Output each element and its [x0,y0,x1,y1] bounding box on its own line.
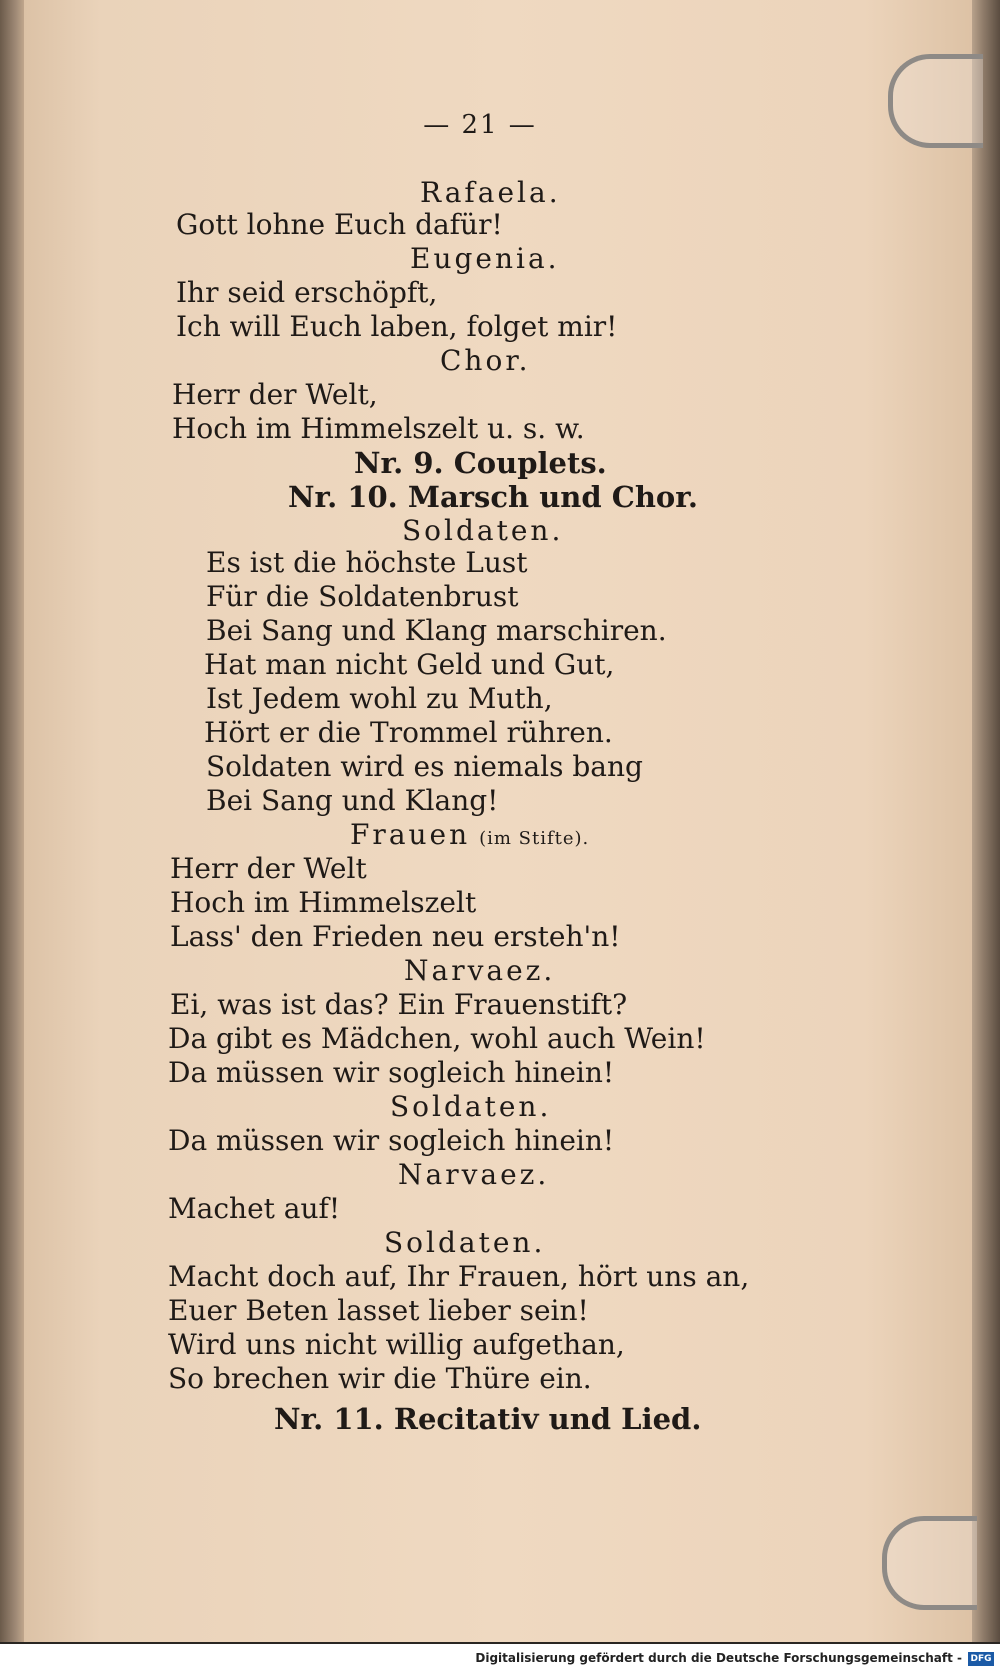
verse-line: Hoch im Himmelszelt u. s. w. [172,412,585,445]
verse-line: Macht doch auf, Ihr Frauen, hört uns an, [168,1260,750,1293]
verse-line: Herr der Welt, [172,378,378,411]
dfg-logo: DFG [968,1652,994,1666]
verse-line: Da gibt es Mädchen, wohl auch Wein! [168,1022,706,1055]
verse-line: Bei Sang und Klang! [206,784,499,817]
verse-line: Bei Sang und Klang marschiren. [206,614,667,647]
book-fore-edge [972,0,1000,1642]
page-clip-bottom [882,1516,977,1610]
verse-line: Ei, was ist das? Ein Frauenstift? [170,988,628,1021]
verse-line: Wird uns nicht willig aufgethan, [168,1328,625,1361]
verse-line: Hört er die Trommel rühren. [204,716,613,749]
section-heading: Nr. 10. Marsch und Chor. [288,480,698,514]
speaker-name: Rafaela. [420,176,561,209]
speaker-name: Chor. [440,344,531,377]
verse-line: Da müssen wir sogleich hinein! [168,1124,615,1157]
verse-line: Für die Soldatenbrust [206,580,519,613]
verse-line: Hoch im Himmelszelt [170,886,477,919]
verse-line: Ihr seid erschöpft, [176,276,438,309]
speaker-name: Narvaez. [398,1158,550,1191]
verse-line: Gott lohne Euch dafür! [176,208,503,241]
speaker-name: Eugenia. [410,242,560,275]
book-binding-edge [0,0,26,1642]
section-heading: Nr. 9. Couplets. [354,446,607,480]
verse-line: Ist Jedem wohl zu Muth, [206,682,553,715]
speaker-name: Soldaten. [390,1090,552,1123]
verse-line: Machet auf! [168,1192,341,1225]
speaker-name: Frauen [350,818,471,851]
verse-line: Herr der Welt [170,852,367,885]
verse-line: So brechen wir die Thüre ein. [168,1362,592,1395]
speaker-name: Soldaten. [384,1226,546,1259]
verse-line: Ich will Euch laben, folget mir! [176,310,618,343]
verse-line: Es ist die höchste Lust [206,546,528,579]
verse-line: Soldaten wird es niemals bang [206,750,643,783]
speaker-name: Narvaez. [404,954,556,987]
digitization-footer [0,1642,1000,1676]
verse-line: Lass' den Frieden neu ersteh'n! [170,920,621,953]
page-number: — 21 — [423,110,537,140]
verse-line: Da müssen wir sogleich hinein! [168,1056,615,1089]
footer-credit: Digitalisierung gefördert durch die Deutsche Forschungsgemeinschaft - [475,1651,962,1665]
section-heading: Nr. 11. Recitativ und Lied. [274,1402,702,1436]
speaker-name: Soldaten. [402,514,564,547]
stage-direction: (im Stifte). [479,828,590,849]
verse-line: Euer Beten lasset lieber sein! [168,1294,589,1327]
verse-line: Hat man nicht Geld und Gut, [204,648,615,681]
speaker-with-direction [350,818,589,856]
